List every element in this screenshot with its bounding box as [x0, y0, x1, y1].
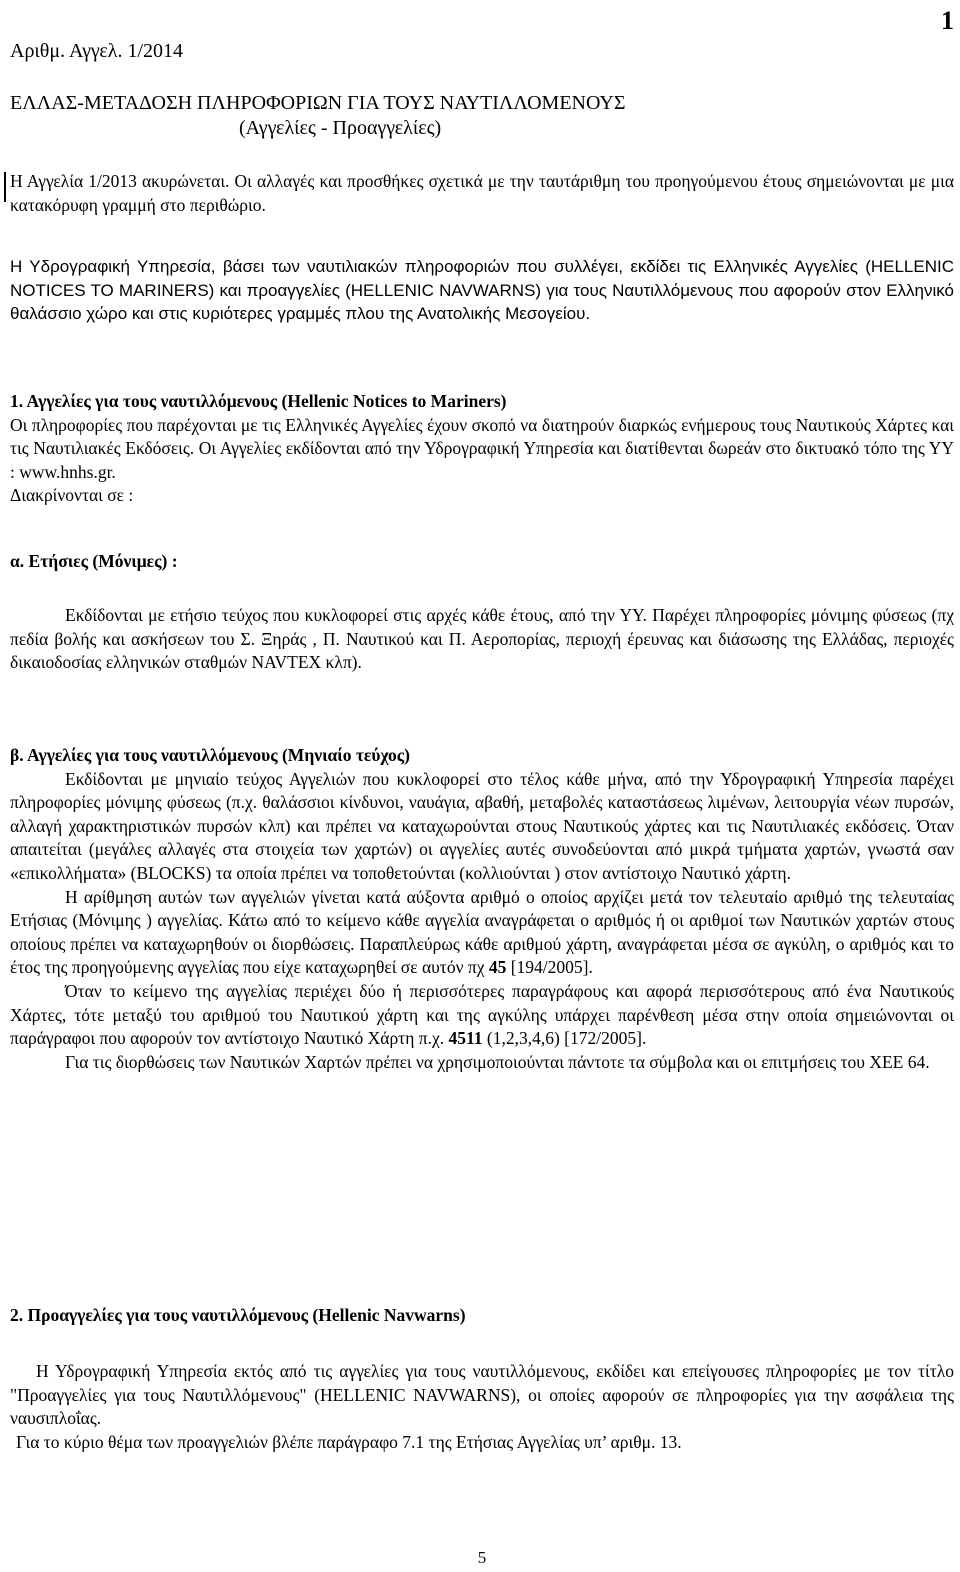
service-paragraph: Η Υδρογραφική Υπηρεσία, βάσει των ναυτιλιακών πληροφοριών που συλλέγει, εκδίδει τις Ελληνικές Αγγελίες (HELLENIC NOTICES TO MARINERS) και προαγγελίες (HELLENIC NAVWARNS) για τους Ναυτιλλόμενους που αφορούν στον Ελληνικό θαλάσσιο χώρο και στις κυριότερες γραμμές πλου της Ανατολικής Μεσογείου. — [10, 257, 954, 323]
subsection-b-body-2: Η αρίθμηση αυτών των αγγελιών γίνεται κατά αύξοντα αριθμό ο οποίος αρχίζει μετά τον τελευταίο αριθμό της τελευταίας Ετήσιας (Μόνιμης ) αγγελίας. Κάτω από το κείμενο κάθε αγγελία αναγράφεται ο αριθμός ή οι αριθμοί των Ναυτικών χαρτών στους οποίους πρέπει να καταχωρηθούν οι διορθώσεις. Παραπλεύρως κάθε αριθμού χάρτη, αναγράφεται μέσα σε αγκύλη, ο αριθμός και το έτος της προηγούμενης αγγελίας που είχε καταχωρηθεί σε αυτόν πχ 45 [194/2005]. — [10, 886, 954, 978]
document-title: ΕΛΛΑΣ-ΜΕΤΑΔΟΣΗ ΠΛΗΡΟΦΟΡΙΩΝ ΓΙΑ ΤΟΥΣ ΝΑΥΤΙΛΛΟΜΕΝΟΥΣ — [10, 92, 626, 114]
page-number: 1 — [941, 6, 954, 35]
notice-reference: Αριθμ. Αγγελ. 1/2014 — [10, 40, 184, 62]
section2-reference: Για το κύριο θέμα των προαγγελιών βλέπε παράγραφο 7.1 της Ετήσιας Αγγελίας υπ’ αριθμ. 13. — [16, 1431, 682, 1452]
chart-number-example: 45 — [488, 957, 507, 978]
section2-body: Η Υδρογραφική Υπηρεσία εκτός από τις αγγελίες για τους ναυτιλλόμενους, εκδίδει και επείγουσες πληροφορίες με τον τίτλο "Προαγγελίες για τους Ναυτιλλόμενους" (HELLENIC NAVWARNS), οι οποίες αφορούν σε πληροφορίες για την ασφάλεια της ναυσιπλοΐας. — [10, 1361, 954, 1429]
subsection-a-body: Εκδίδονται με ετήσιο τεύχος που κυκλοφορεί στις αρχές κάθε έτους, από την ΥΥ. Παρέχει πληροφορίες μόνιμης φύσεως (πχ πεδία βολής και ασκήσεων του Σ. Ξηράς , Π. Ναυτικού και Π. Αεροπορίας, περιοχή έρευνας και διάσωσης της Ελλάδας, περιοχές δικαιοδοσίας ελληνικών σταθμών NAVTEX κλπ). — [10, 605, 954, 673]
subsection-b-body-1: Εκδίδονται με μηνιαίο τεύχος Αγγελιών που κυκλοφορεί στο τέλος κάθε μήνα, από την Υδρογραφική Υπηρεσία παρέχει πληροφορίες μόνιμης φύσεως (π.χ. θαλάσσιοι κίνδυνοι, ναυάγια, αβαθή, μεταβολές καταστάσεως λιμένων, λειτουργία νέων πυρσών, αλλαγή χαρακτηριστικών πυρσών κλπ) και πρέπει να καταχωρούνται στους Ναυτικούς χάρτες και τις Ναυτιλιακές εκδόσεις. Όταν απαιτείται (μεγάλες αλλαγές στα στοιχεία των χαρτών) οι αγγελίες αυτές συνοδεύονται από μικρά τμήματα χαρτών, γνωστά σαν «επικολλήματα» (BLOCKS) τα οποία πρέπει να τοποθετούνται (κολλιούνται ) στον αντίστοιχο Ναυτικό χάρτη. — [10, 768, 954, 883]
page-footer-number: 5 — [477, 1548, 487, 1567]
document-subtitle: (Αγγελίες - Προαγγελίες) — [239, 117, 442, 139]
section2-heading: 2. Προαγγελίες για τους ναυτιλλόμενους (Hellenic Navwarns) — [10, 1305, 466, 1325]
subsection-b-heading: β. Αγγελίες για τους ναυτιλλόμενους (Μηνιαίο τεύχος) — [10, 745, 410, 765]
chart-number-example-2: 4511 — [448, 1028, 483, 1049]
section1-classified: Διακρίνονται σε : — [10, 485, 134, 506]
subsection-a-heading: α. Ετήσιες (Μόνιμες) : — [10, 551, 178, 571]
subsection-b-body-4: Για τις διορθώσεις των Ναυτικών Χαρτών πρέπει να χρησιμοποιούνται πάντοτε τα σύμβολα και οι επιτμήσεις του ΧΕΕ 64. — [65, 1051, 930, 1072]
intro-paragraph: Η Αγγελία 1/2013 ακυρώνεται. Οι αλλαγές και προσθήκες σχετικά με την ταυτάριθμη του προηγούμενου έτους σημειώνονται με μια κατακόρυφη γραμμή στο περιθώριο. — [10, 171, 954, 215]
change-bar — [4, 172, 6, 202]
section1-heading: 1. Αγγελίες για τους ναυτιλλόμενους (Hellenic Notices to Mariners) — [10, 391, 507, 411]
section1-body: Οι πληροφορίες που παρέχονται με τις Ελληνικές Αγγελίες έχουν σκοπό να διατηρούν διαρκώς ενήμερους τους Ναυτικούς Χάρτες και τις Ναυτιλιακές Εκδόσεις. Οι Αγγελίες εκδίδονται από την Υδρογραφική Υπηρεσία και διατίθενται δωρεάν στο δικτυακό τόπο της ΥΥ : www.hnhs.gr. — [10, 414, 954, 482]
page-header — [10, 6, 954, 70]
subsection-b-body-3: Όταν το κείμενο της αγγελίας περιέχει δύο ή περισσότερες παραγράφους και αφορά περισσότερους από ένα Ναυτικούς Χάρτες, τότε μεταξύ του αριθμού του Ναυτικού χάρτη και της αγκύλης υπάρχει παρένθεση μέσα στην οποία σημειώνονται οι παράγραφοι που αφορούν τον αντίστοιχο Ναυτικό Χάρτη π.χ. 4511 (1,2,3,4,6) [172/2005]. — [10, 980, 954, 1049]
